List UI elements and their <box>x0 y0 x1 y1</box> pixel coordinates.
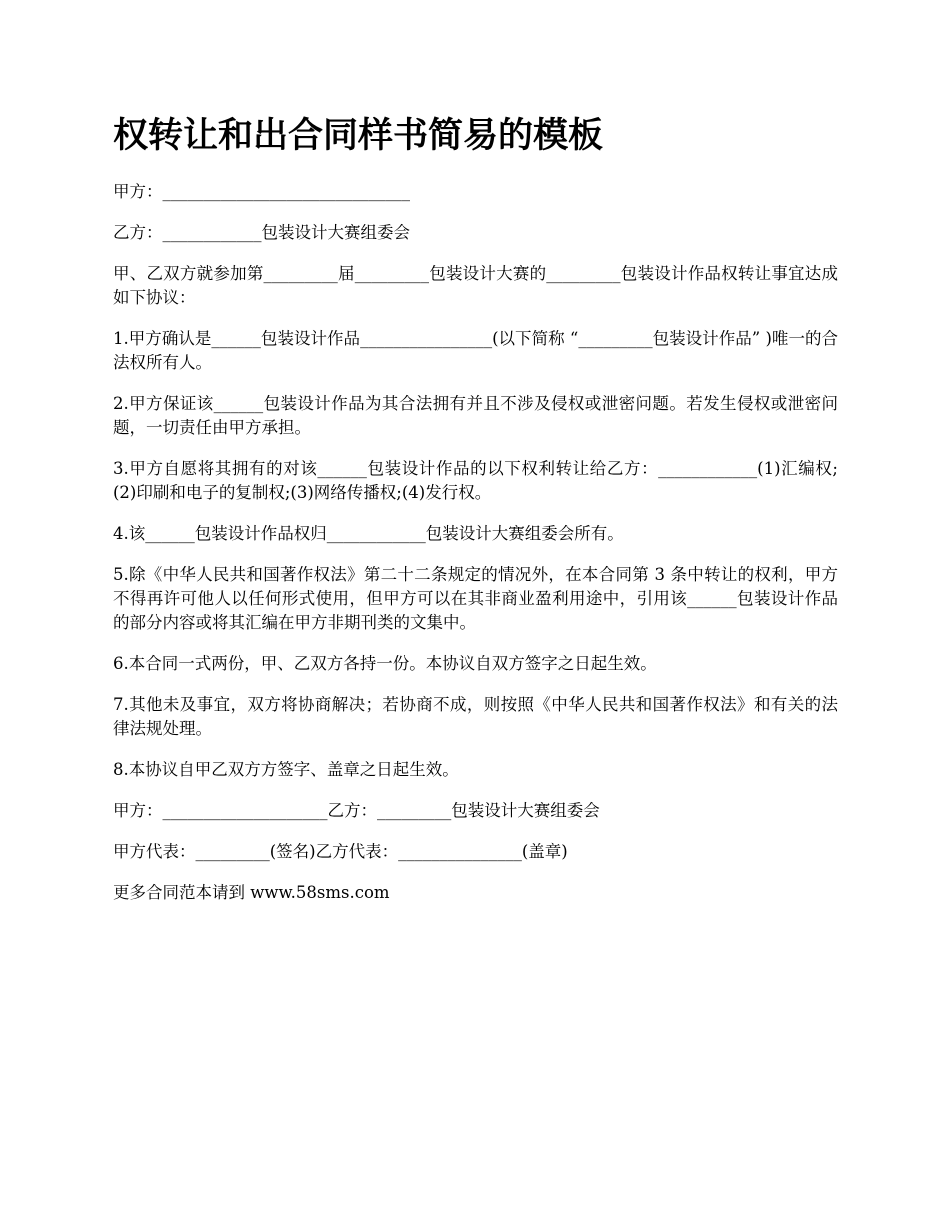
footer-more-templates: 更多合同范本请到 www.58sms.com <box>113 883 390 902</box>
document-title: 权转让和出合同样书简易的模板 <box>113 115 604 156</box>
party-b-line: 乙方：____________包装设计大赛组委会 <box>113 223 410 242</box>
clause-2: 2.甲方保证该______包装设计作品为其合法拥有并且不涉及侵权或泄密问题。若发生侵权或泄密问题，一切责任由甲方承担。 <box>113 394 838 437</box>
party-a-line: 甲方：______________________________ <box>113 182 410 201</box>
clause-5: 5.除《中华人民共和国著作权法》第二十二条规定的情况外，在本合同第 3 条中转让的权利，甲方不得再许可他人以任何形式使用，但甲方可以在其非商业盈利用途中，引用该______包装设计作品的部分内容或将其汇编在甲方非期刊类的文集中。 <box>113 565 838 632</box>
document-page <box>113 112 838 922</box>
clause-4: 4.该______包装设计作品权归____________包装设计大赛组委会所有。 <box>113 524 624 543</box>
clause-3: 3.甲方自愿将其拥有的对该______包装设计作品的以下权利转让给乙方：____________(1)汇编权;(2)印刷和电子的复制权;(3)网络传播权;(4)发行权。 <box>113 459 838 502</box>
signature-representatives-line: 甲方代表：_________(签名)乙方代表：_______________(盖章) <box>113 842 568 861</box>
intro-paragraph: 甲、乙双方就参加第_________届_________包装设计大赛的_________包装设计作品权转让事宜达成如下协议： <box>113 264 838 307</box>
clause-1: 1.甲方确认是______包装设计作品________________(以下简称 “_________包装设计作品” )唯一的合法权所有人。 <box>113 329 838 372</box>
clause-8: 8.本协议自甲乙双方方签字、盖章之日起生效。 <box>113 760 459 779</box>
clause-7: 7.其他未及事宜，双方将协商解决；若协商不成，则按照《中华人民共和国著作权法》和有关的法律法规处理。 <box>113 695 838 738</box>
signature-parties-line: 甲方：____________________乙方：_________包装设计大赛组委会 <box>113 801 600 820</box>
clause-6: 6.本合同一式两份，甲、乙双方各持一份。本协议自双方签字之日起生效。 <box>113 654 657 673</box>
